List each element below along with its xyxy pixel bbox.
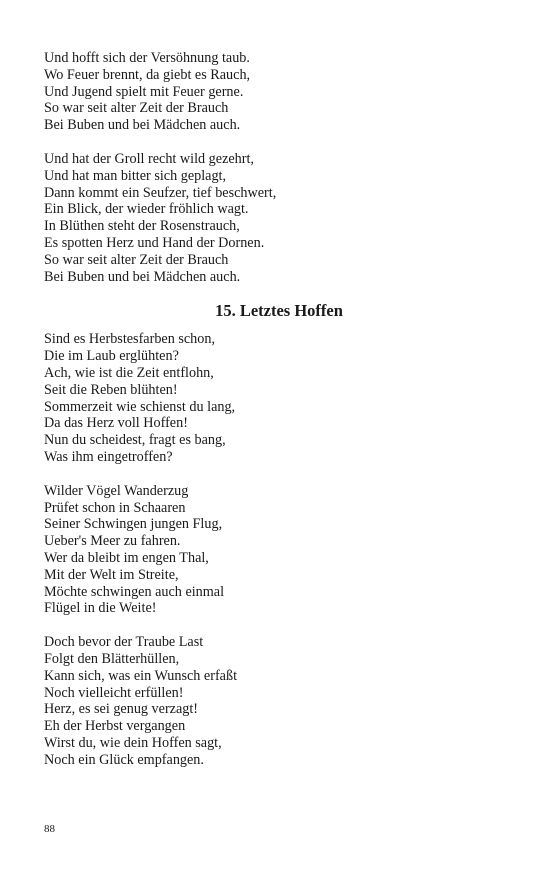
verse-line: Kann sich, was ein Wunsch erfaßt (44, 667, 238, 684)
stanza-1 (44, 50, 514, 134)
stanza-4 (44, 483, 514, 617)
verse-line: Ein Blick, der wieder fröhlich wagt. (44, 201, 249, 218)
verse-line: So war seit alter Zeit der Brauch (44, 251, 229, 268)
stanza-3 (44, 331, 514, 465)
verse-line: Es spotten Herz und Hand der Dornen. (44, 234, 265, 251)
verse-line: Und hat man bitter sich geplagt, (44, 167, 227, 184)
verse-line: Möchte schwingen auch einmal (44, 583, 225, 600)
verse-line: Noch vielleicht erfüllen! (44, 684, 184, 701)
stanza-gap (44, 466, 514, 483)
verse-line: Was ihm eingetroffen? (44, 448, 173, 465)
verse-line: Und hat der Groll recht wild gezehrt, (44, 150, 254, 167)
verse-line: Flügel in die Weite! (44, 600, 157, 617)
page-body (44, 50, 514, 768)
verse-line: In Blüthen steht der Rosenstrauch, (44, 218, 240, 235)
verse-line: Ach, wie ist die Zeit entflohn, (44, 364, 214, 381)
verse-line: Prüfet schon in Schaaren (44, 499, 186, 516)
verse-line: Noch ein Glück empfangen. (44, 751, 204, 768)
page-number: 88 (44, 823, 55, 835)
verse-line: Doch bevor der Traube Last (44, 634, 204, 651)
verse-line: Da das Herz voll Hoffen! (44, 415, 188, 432)
verse-line: Mit der Welt im Streite, (44, 566, 179, 583)
verse-line: Die im Laub erglühten? (44, 348, 179, 365)
verse-line: Bei Buben und bei Mädchen auch. (44, 117, 241, 134)
stanza-2 (44, 151, 514, 285)
verse-line: Seit die Reben blühten! (44, 381, 178, 398)
verse-line: Und Jugend spielt mit Feuer gerne. (44, 83, 244, 100)
verse-line: Wer da bleibt im engen Thal, (44, 549, 209, 566)
verse-line: Sommerzeit wie schienst du lang, (44, 398, 236, 415)
verse-line: Dann kommt ein Seufzer, tief beschwert, (44, 184, 277, 201)
verse-line: Herz, es sei genug verzagt! (44, 701, 199, 718)
verse-line: Nun du scheidest, fragt es bang, (44, 432, 226, 449)
poem-title: 15. Letztes Hoffen (215, 301, 343, 321)
verse-line: Wo Feuer brennt, da giebt es Rauch, (44, 66, 251, 83)
verse-line: Wirst du, wie dein Hoffen sagt, (44, 734, 222, 751)
verse-line: Seiner Schwingen jungen Flug, (44, 516, 223, 533)
verse-line: Und hofft sich der Versöhnung taub. (44, 50, 250, 66)
verse-line: Wilder Vögel Wanderzug (44, 482, 189, 499)
verse-line: Folgt den Blätterhüllen, (44, 650, 180, 667)
verse-line: Sind es Herbstesfarben schon, (44, 331, 215, 348)
verse-line: So war seit alter Zeit der Brauch (44, 100, 229, 117)
verse-line: Bei Buben und bei Mädchen auch. (44, 268, 241, 285)
verse-line: Ueber's Meer zu fahren. (44, 533, 181, 550)
stanza-gap (44, 617, 514, 634)
verse-line: Eh der Herbst vergangen (44, 718, 186, 735)
stanza-5 (44, 634, 514, 768)
stanza-gap (44, 134, 514, 151)
